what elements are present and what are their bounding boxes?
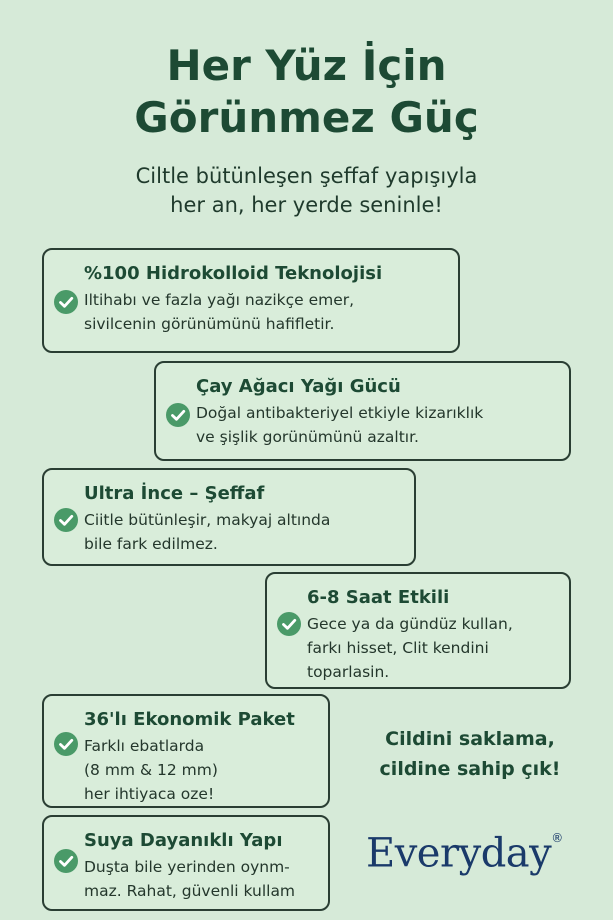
feature-card-hydrocolloid <box>42 248 460 353</box>
feature-card-economic-pack <box>42 694 330 808</box>
brand-logo <box>366 820 563 881</box>
subtitle-line-2: her an, her yerde seninle! <box>170 193 443 217</box>
feature-card-water-resistant <box>42 815 330 911</box>
check-circle-icon <box>277 612 301 636</box>
feature-description: Doğal antibakteriyel etkiyle kizarıklık ve şişlik gorünümünü azaltır. <box>196 404 484 446</box>
slogan <box>340 724 600 784</box>
title-line-1: Her Yüz İçin <box>166 41 447 90</box>
check-circle-icon <box>54 849 78 873</box>
title-line-2: Görünmez Güç <box>134 93 479 142</box>
registered-mark: ® <box>551 831 563 845</box>
feature-heading: Çay Ağacı Yağı Gücü <box>196 376 401 397</box>
subtitle-line-1: Ciltle bütünleşen şeffaf yapışıyla <box>135 164 478 188</box>
feature-heading: Suya Dayanıklı Yapı <box>84 830 283 851</box>
slogan-line-2: cildine sahip çık! <box>379 758 561 780</box>
feature-description: Farklı ebatlarda (8 mm & 12 mm) her ihtiyaca oze! <box>84 737 218 803</box>
check-circle-icon <box>54 732 78 756</box>
brand-name: Everyday <box>366 830 552 877</box>
feature-description: Duşta bile yerinden oynm- maz. Rahat, güvenli kullam <box>84 858 296 900</box>
slogan-line-1: Cildini saklama, <box>385 728 555 750</box>
check-circle-icon <box>166 403 190 427</box>
subtitle <box>0 162 613 220</box>
feature-card-ultra-thin <box>42 468 416 566</box>
feature-description: Iltihabı ve fazla yağı nazikçe emer, sivilcenin görünümünü hafifletir. <box>84 291 355 333</box>
feature-heading: 6-8 Saat Etkili <box>307 587 450 608</box>
feature-heading: 36'lı Ekonomik Paket <box>84 709 295 730</box>
feature-description: Ciitle bütünleşir, makyaj altında bile fark edilmez. <box>84 511 331 553</box>
feature-description: Gece ya da gündüz kullan, farkı hisset, Clit kendini toparlasin. <box>307 615 513 681</box>
check-circle-icon <box>54 508 78 532</box>
check-circle-icon <box>54 290 78 314</box>
feature-heading: Ultra İnce – Şeffaf <box>84 483 265 504</box>
feature-card-6-8-hours <box>265 572 571 689</box>
feature-card-tea-tree-oil <box>154 361 571 461</box>
feature-heading: %100 Hidrokolloid Teknolojisi <box>84 263 383 284</box>
page-title <box>0 40 613 144</box>
